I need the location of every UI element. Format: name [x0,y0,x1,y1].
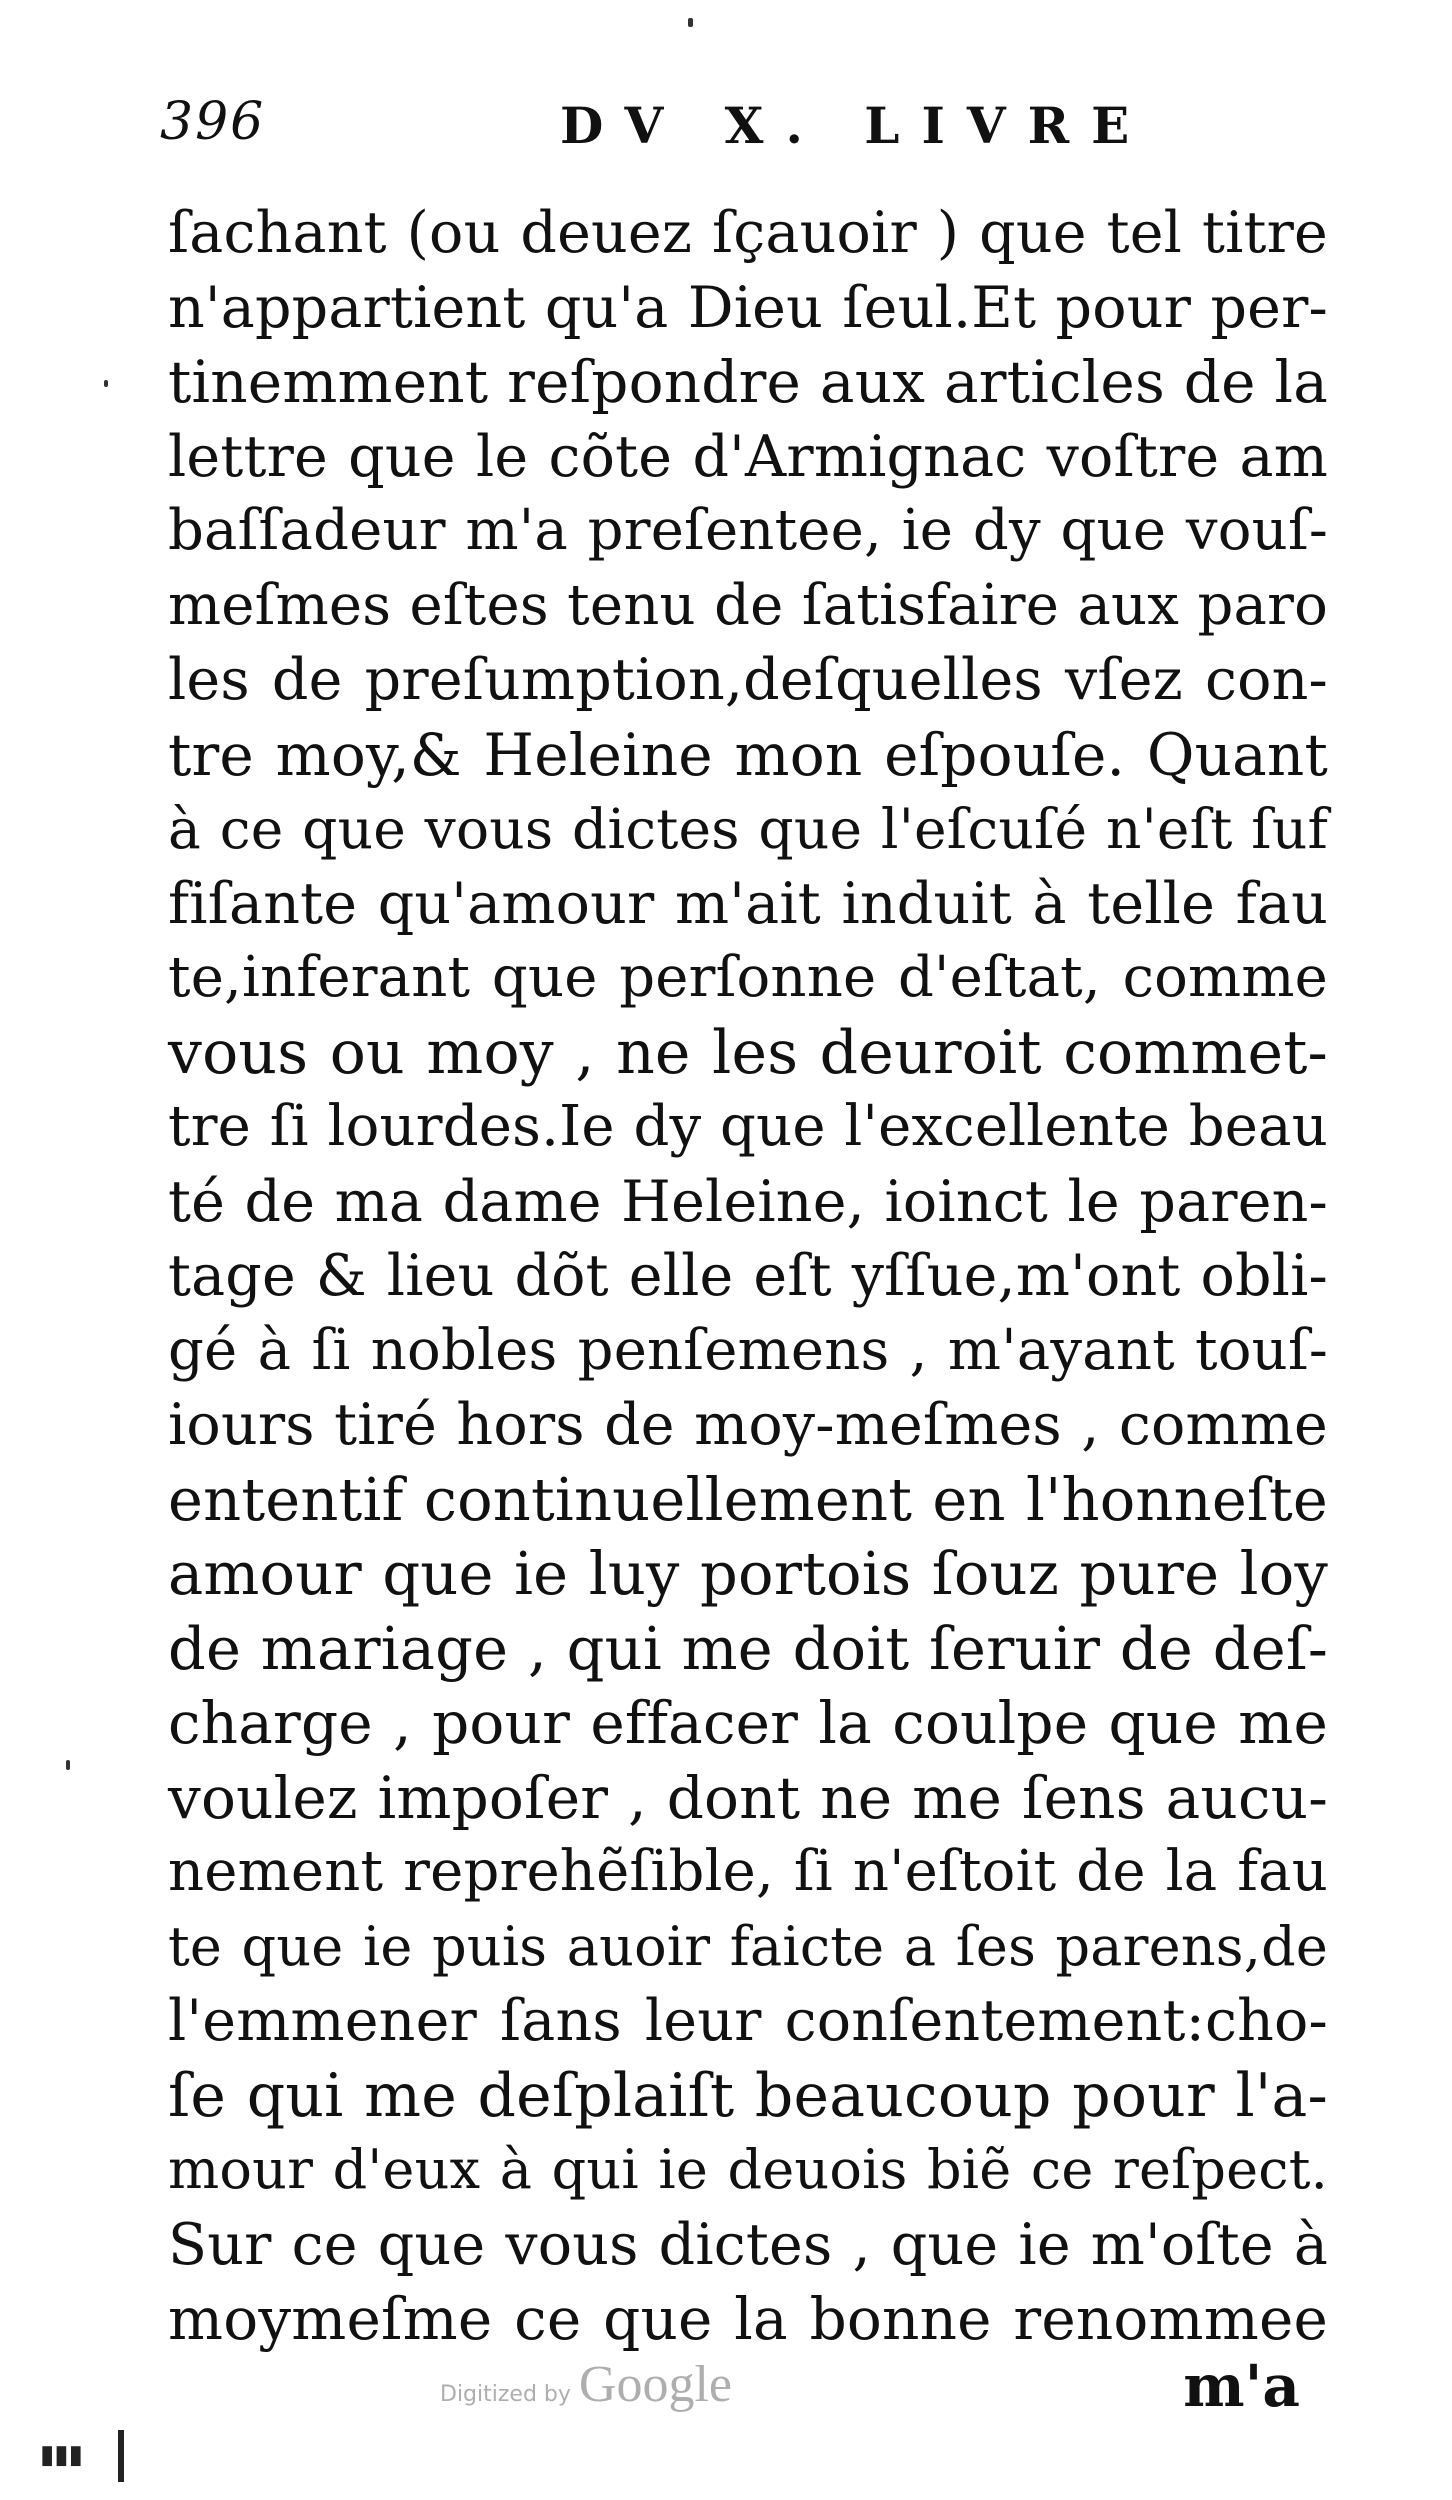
digitized-watermark [440,2355,732,2414]
text-line: mour d'eux à qui ie deuois biẽ ce reſpect. [168,2138,1328,2201]
text-line: de mariage , qui me doit ſeruir de deſ- [168,1613,1328,1683]
text-line: Sur ce que vous dictes , que ie m'oſte à [168,2211,1328,2278]
print-speck [66,1760,70,1770]
page-edge-mark [118,2430,124,2482]
text-line: fiſante qu'amour m'ait induit à telle fau [168,870,1328,937]
text-line: gé à ſi nobles penſemens , m'ayant touſ- [168,1317,1328,1383]
text-line: à ce que vous dictes que l'eſcuſé n'eſt ſuf [168,797,1328,861]
text-line: l'emmener ſans leur conſentement:cho- [168,1988,1328,2054]
print-speck [104,380,108,387]
text-line: moymeſme ce que la bonne renommee [168,2285,1328,2353]
text-line: tinemment reſpondre aux articles de la [168,348,1328,416]
text-line: meſmes eſtes tenu de ſatisfaire aux paro [168,572,1328,638]
text-line: tre ſi lourdes.Ie dy que l'excellente beau [168,1094,1328,1159]
text-line: n'appartient qu'a Dieu ſeul.Et pour per- [168,274,1328,341]
body-text [168,196,1328,2357]
print-speck [688,18,693,27]
text-line: lettre que le cõte d'Armignac voſtre am [168,423,1328,490]
text-line: voulez impoſer , dont ne me ſens aucu- [168,1763,1328,1832]
digitized-prefix: Digitized by [440,2382,571,2407]
text-line: tage & lieu dõt elle eſt yſſue,m'ont obli- [168,1243,1328,1309]
text-line: ſe qui me deſplaiſt beaucoup pour l'a- [168,2060,1328,2131]
page-header [160,92,1320,172]
catchword: m'a [1183,2352,1300,2420]
text-line: ſachant (ou deuez ſçauoir ) que tel titre [168,200,1328,266]
page-number: 396 [160,92,266,152]
text-line: charge , pour effacer la coulpe que me [168,1689,1328,1757]
text-line: iours tiré hors de moy-meſmes , comme [168,1392,1328,1458]
text-line: nement reprehẽſible, ſi n'eſtoit de la fau [168,1839,1328,1904]
text-line: tre moy,& Heleine mon eſpouſe. Quant [168,720,1328,789]
text-line: te que ie puis auoir faicte a ſes parens,de [168,1914,1328,1978]
text-line: ententif continuellement en l'honneſte [168,1464,1328,1534]
library-stamp: ▮▮▮ [40,2440,83,2470]
running-head: DV X. LIVRE [560,96,1152,155]
text-line: amour que ie luy portois ſouz pure loy [168,1539,1328,1608]
text-line: baſſadeur m'a preſentee, ie dy que vouſ- [168,498,1328,563]
text-line: vous ou moy , ne les deuroit commet- [168,1017,1328,1088]
google-logo: Google [578,2356,732,2413]
text-line: les de preſumption,deſquelles vſez con- [168,647,1328,713]
text-line: té de ma dame Heleine, ioinct le paren- [168,1168,1328,1235]
text-line: te,inferant que perſonne d'eſtat, comme [168,945,1328,1010]
